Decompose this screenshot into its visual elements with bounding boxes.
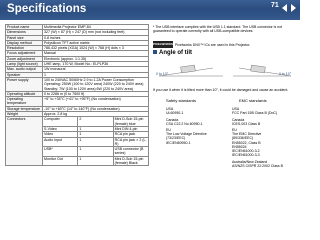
spec-value: 786,432 pixels (XGA) 1024 (W) × 768 (H) dots × 3 [43, 46, 149, 51]
spec-value: Polysilicon TFT active matrix [43, 40, 149, 45]
spec-table [5, 24, 149, 166]
standard-line: EN55024 [232, 144, 247, 149]
standard-line: EU [232, 128, 237, 132]
page-title: Specifications [7, 3, 87, 15]
spec-value: 1W monaural [43, 67, 149, 72]
standard-line: IEC/EN61000-3-2 [232, 149, 260, 154]
standard-line: CSA C22.2 No.60950-1 [166, 121, 203, 126]
standard-line: UL60950-1 [166, 111, 184, 116]
connector-type: RCA pin jack [113, 132, 148, 137]
spec-label: Resolution [6, 46, 43, 51]
spec-label: Lamp (light source) [6, 62, 43, 67]
connector-type: RCA pin jack × 2 (L, R) [114, 137, 147, 146]
connectors-label: Connectors [6, 117, 43, 166]
angle-heading-text: Angle of tilt [159, 50, 192, 56]
standard-line: EU [166, 128, 171, 132]
connector-count: 2 [78, 117, 113, 127]
page-header [0, 0, 300, 20]
standard-line: FCC Part 15B Class B (DoC) [232, 111, 278, 116]
standard-line: Australia/New Zealand [232, 159, 268, 164]
connector-count: 1 [78, 147, 113, 157]
pixelworks-note: Pixelworks DNX™ ICs are used in this Projector. [175, 43, 251, 47]
spec-label: Zoom adjustment [6, 56, 43, 61]
spec-value: UHE lamp, 170 W, Model No.: ELPLP36 [43, 62, 149, 67]
spec-label: Product name [6, 25, 43, 30]
connector-name: Audio Input [43, 137, 78, 147]
connector-name: USB* [43, 147, 78, 157]
standard-line: IEC/EN61000-3-3 [232, 153, 260, 158]
angle-left-label: 0 to 10° [156, 72, 169, 76]
standard-line: USA [166, 107, 174, 111]
connector-name: Monitor Out [43, 156, 78, 166]
standard-line: Canada [166, 117, 179, 122]
spec-label: Operating altitude [6, 91, 43, 96]
spec-value: 100 to 240VAC 50/60Hz 2.9 to 1.2A Power Consumption Operating: 250W (100 to 120V area) 240W (220 to 240V area) Standby: 7W (100 to 120V area) 6W (220 to 240V area) [43, 77, 149, 91]
connector-count: 1 [78, 126, 113, 131]
standard-line: Canada [232, 117, 245, 122]
spec-value: +5° to +35°C (+41° to +95°F) (No condensation) [43, 97, 149, 107]
spec-label: Panel size [6, 35, 43, 40]
standard-line: (89/336/EEC) [232, 136, 254, 141]
section-bullet-icon [153, 50, 157, 54]
safety-standards-list [166, 107, 234, 145]
connector-name: S-Video [43, 126, 78, 131]
standard-line: ICES-003 Class B [232, 121, 261, 126]
spec-value: Manual [43, 51, 149, 56]
pixelworks-logo: PIXELWORKS [153, 42, 174, 46]
connector-type: Mini D-Sub 15-pin (female) blue [113, 117, 148, 127]
standard-line: The EMC Directive [232, 132, 262, 137]
standard-line: EN55022, Class B [232, 140, 261, 145]
spec-value: Electronic (approx. 1:1.35) [43, 56, 149, 61]
emc-standards-list [232, 107, 298, 168]
spec-label: Display method [6, 40, 43, 45]
spec-label: Weight [6, 112, 43, 117]
safety-standards-heading: Safety standards [166, 98, 197, 103]
standard-line: (73/23/EEC) [166, 136, 186, 141]
spec-value: 0.8 inches [43, 35, 149, 40]
spec-row [6, 77, 149, 91]
spec-label: Max. audio output [6, 67, 43, 72]
connector-count: 1 [78, 132, 113, 137]
spec-label: Storage temperature [6, 106, 43, 111]
spec-label: Speaker [6, 72, 43, 77]
standard-line: USA [232, 107, 240, 111]
nav-arrows-icon[interactable] [282, 4, 296, 12]
standard-line: AS/NZS CISPR 22:2002 Class B [232, 163, 283, 168]
connector-type: Mini DIN 4-pin [113, 126, 148, 131]
spec-value: -10° to +60°C (14° to 140°F) (No condensation) [43, 106, 149, 111]
spec-value: Multimedia Projector EMP-84 [43, 25, 149, 30]
spec-value: Approx. 2.8 kg [43, 112, 149, 117]
connector-type: USB connector (B series) [113, 147, 148, 157]
spec-label: Focus adjustment [6, 51, 43, 56]
angle-note: If you use it when it is tilted more than 10°, it could be damaged and cause an accident. [153, 88, 289, 92]
projector-right-icon [251, 65, 266, 73]
angle-heading [153, 50, 192, 56]
connector-count: 1 [78, 156, 113, 166]
spec-row [6, 97, 149, 107]
page-number: 71 [271, 2, 279, 9]
emc-standards-heading: EMC standards [239, 98, 267, 103]
spec-label: Dimensions [6, 30, 43, 35]
angle-right-label: 0 to 10° [279, 72, 292, 76]
tilt-diagram [153, 60, 296, 78]
connector-name: Video [43, 132, 78, 137]
projector-left-icon [181, 65, 196, 73]
standard-line: IEC/EN60950-1 [166, 140, 191, 145]
connector-row [6, 117, 149, 127]
usb-note: * The USB interface complies with the USB 1.1 standard. The USB connector is not guaranteed to operate correctly with all USB-compatible devices. [153, 25, 283, 34]
connector-name: Computer [43, 117, 78, 127]
spec-value: 327 (W) × 87 (H) × 247 (D) mm (not including feet) [43, 30, 149, 35]
spec-label: Power supply [6, 77, 43, 91]
connector-type: Mini D-Sub 15-pin (female) Black [113, 156, 148, 166]
connector-count: 1 [78, 137, 113, 147]
spec-label: Operating temperature [6, 97, 43, 107]
standard-line: The Low Voltage Directive [166, 132, 207, 137]
spec-value: 0 to 2286 m (0 to 7500 ft) [43, 91, 149, 96]
spec-value: 1 [43, 72, 149, 77]
